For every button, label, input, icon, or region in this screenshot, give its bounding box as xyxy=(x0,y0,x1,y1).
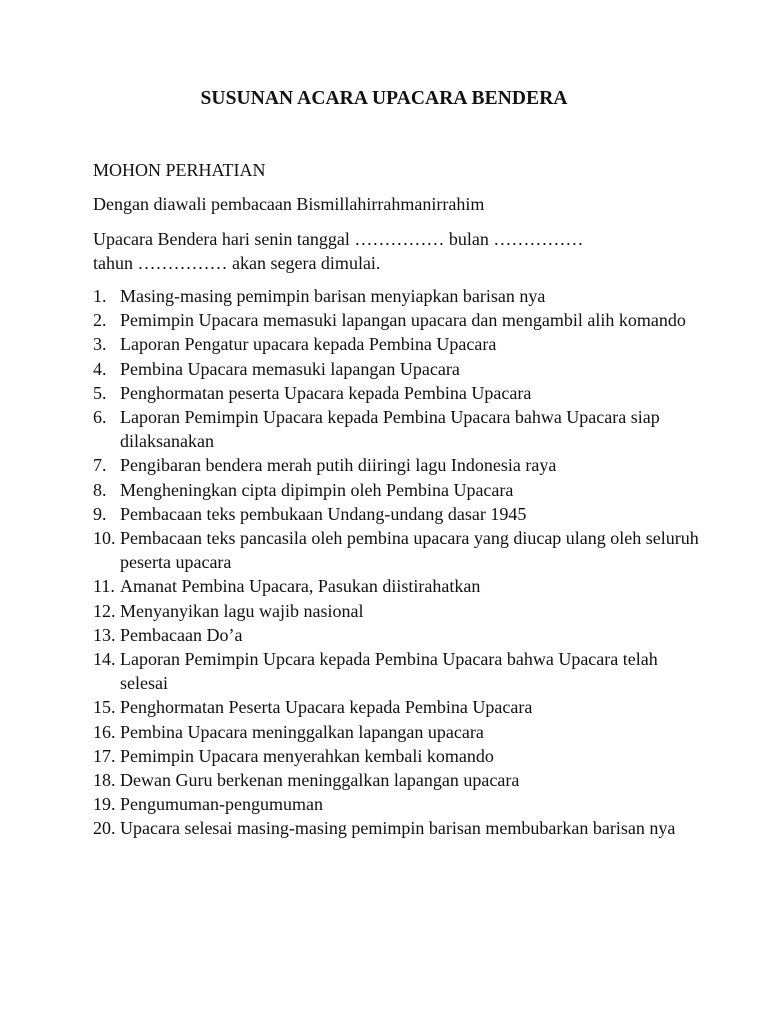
agenda-item-number: 4. xyxy=(93,358,107,379)
agenda-item xyxy=(93,744,703,768)
agenda-item xyxy=(93,792,703,816)
agenda-item-text: Amanat Pembina Upacara, Pasukan diistirahatkan xyxy=(120,576,481,597)
agenda-item-text: Penghormatan peserta Upacara kepada Pembina Upacara xyxy=(120,382,532,403)
agenda-item xyxy=(93,695,703,719)
attention-heading: MOHON PERHATIAN xyxy=(93,160,266,180)
intro-line-2: tahun …………… akan segera dimulai. xyxy=(93,253,381,273)
agenda-item xyxy=(93,284,703,308)
agenda-item-number: 6. xyxy=(93,407,107,428)
agenda-item-number: 7. xyxy=(93,455,107,476)
agenda-item-number: 14. xyxy=(93,649,116,670)
agenda-item-text: Laporan Pengatur upacara kepada Pembina Upacara xyxy=(120,334,497,355)
agenda-item-number: 15. xyxy=(93,697,116,718)
agenda-list xyxy=(93,284,703,841)
agenda-item-number: 10. xyxy=(93,528,116,549)
agenda-item-text: Upacara selesai masing-masing pemimpin barisan membubarkan barisan nya xyxy=(120,818,676,839)
agenda-item-number: 11. xyxy=(93,576,115,597)
agenda-item xyxy=(93,623,703,647)
agenda-item xyxy=(93,405,703,453)
intro-line-1: Upacara Bendera hari senin tanggal …………… bulan …………… xyxy=(93,229,584,249)
agenda-item xyxy=(93,308,703,332)
agenda-item xyxy=(93,768,703,792)
agenda-item-number: 18. xyxy=(93,770,116,791)
agenda-item-text: Dewan Guru berkenan meninggalkan lapangan upacara xyxy=(120,770,520,791)
agenda-item xyxy=(93,381,703,405)
agenda-item-number: 19. xyxy=(93,794,116,815)
agenda-item xyxy=(93,332,703,356)
agenda-item xyxy=(93,599,703,623)
agenda-item-text: Mengheningkan cipta dipimpin oleh Pembina Upacara xyxy=(120,479,514,500)
agenda-item-text: Pembina Upacara memasuki lapangan Upacara xyxy=(120,358,460,379)
agenda-item-number: 8. xyxy=(93,479,107,500)
document-title: SUSUNAN ACARA UPACARA BENDERA xyxy=(200,88,568,109)
agenda-item-number: 1. xyxy=(93,286,107,306)
agenda-item-text: Menyanyikan lagu wajib nasional xyxy=(120,600,364,621)
intro-paragraph xyxy=(93,227,693,275)
agenda-item xyxy=(93,478,703,502)
agenda-item-number: 12. xyxy=(93,600,116,621)
agenda-item-number: 3. xyxy=(93,334,107,355)
agenda-item-text: Pengumuman-pengumuman xyxy=(120,794,323,815)
agenda-item xyxy=(93,526,703,574)
agenda-item-text: Masing-masing pemimpin barisan menyiapkan barisan nya xyxy=(120,286,546,306)
agenda-item-text: Pembacaan teks pancasila oleh pembina upacara yang diucap ulang oleh seluruh peserta upacara xyxy=(120,528,699,573)
opening-line: Dengan diawali pembacaan Bismillahirrahmanirrahim xyxy=(93,194,485,214)
agenda-item xyxy=(93,816,703,840)
agenda-item-number: 16. xyxy=(93,721,116,742)
agenda-item-number: 17. xyxy=(93,745,116,766)
agenda-item-text: Laporan Pemimpin Upacara kepada Pembina Upacara bahwa Upacara siap dilaksanakan xyxy=(120,407,660,452)
agenda-item-text: Laporan Pemimpin Upcara kepada Pembina Upacara bahwa Upacara telah selesai xyxy=(120,649,658,694)
agenda-item-text: Pembina Upacara meninggalkan lapangan upacara xyxy=(120,721,484,742)
agenda-item xyxy=(93,502,703,526)
agenda-item-text: Pembacaan Do’a xyxy=(120,624,243,645)
agenda-item-number: 13. xyxy=(93,624,116,645)
agenda-item-text: Pengibaran bendera merah putih diiringi lagu Indonesia raya xyxy=(120,455,557,476)
agenda-item-text: Pemimpin Upacara memasuki lapangan upacara dan mengambil alih komando xyxy=(120,310,686,331)
agenda-item xyxy=(93,357,703,381)
agenda-item-number: 9. xyxy=(93,503,107,524)
agenda-item xyxy=(93,574,703,598)
agenda-item-number: 20. xyxy=(93,818,116,839)
agenda-item xyxy=(93,647,703,695)
agenda-item xyxy=(93,453,703,477)
agenda-item xyxy=(93,720,703,744)
agenda-item-text: Pemimpin Upacara menyerahkan kembali komando xyxy=(120,745,494,766)
agenda-item-number: 5. xyxy=(93,382,107,403)
agenda-item-number: 2. xyxy=(93,310,107,331)
agenda-item-text: Penghormatan Peserta Upacara kepada Pembina Upacara xyxy=(120,697,533,718)
agenda-item-text: Pembacaan teks pembukaan Undang-undang dasar 1945 xyxy=(120,503,527,524)
